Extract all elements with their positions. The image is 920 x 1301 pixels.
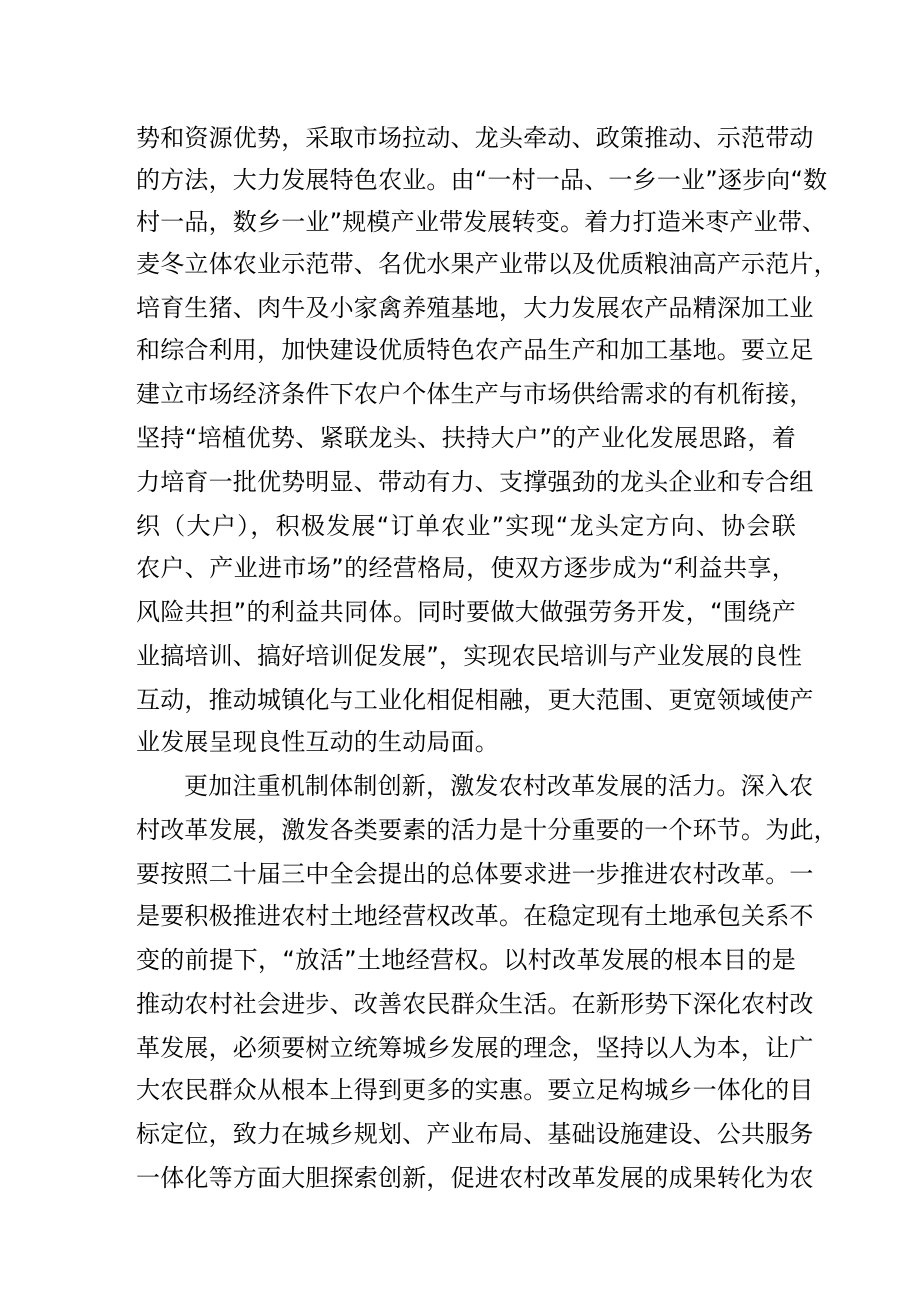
text-line-16: 更加注重机制体制创新，激发农村改革发展的活力。深入农 bbox=[184, 772, 814, 800]
text-line-11: 农户、产业进市场”的经营格局，使双方逐步成为“利益共享， bbox=[136, 554, 796, 582]
text-line-17: 村改革发展，激发各类要素的活力是十分重要的一个环节。为此， bbox=[136, 816, 838, 844]
text-line-15: 业发展呈现良性互动的生动局面。 bbox=[136, 728, 499, 756]
text-line-14: 互动，推动城镇化与工业化相促相融，更大范围、更宽领域使产 bbox=[136, 686, 814, 714]
text-line-8: 坚持“培植优势、紧联龙头、扶持大户”的产业化发展思路，着 bbox=[136, 424, 796, 452]
text-line-10: 织（大户），积极发展“订单农业”实现“龙头定方向、协会联 bbox=[136, 512, 796, 540]
text-line-3: 村一品，数乡一业”规模产业带发展转变。着力打造米枣产业带、 bbox=[136, 208, 827, 236]
text-line-25: 一体化等方面大胆探索创新，促进农村改革发展的成果转化为农 bbox=[136, 1164, 814, 1192]
text-line-4: 麦冬立体农业示范带、名优水果产业带以及优质粮油高产示范片， bbox=[136, 250, 838, 278]
text-line-2: 的方法，大力发展特色农业。由“一村一品、一乡一业”逐步向“数 bbox=[136, 166, 828, 194]
text-line-1: 势和资源优势，采取市场拉动、龙头牵动、政策推动、示范带动 bbox=[136, 124, 814, 152]
text-line-7: 建立市场经济条件下农户个体生产与市场供给需求的有机衔接， bbox=[136, 380, 814, 408]
text-line-22: 革发展，必须要树立统筹城乡发展的理念，坚持以人为本，让广 bbox=[136, 1034, 814, 1062]
text-line-24: 标定位，致力在城乡规划、产业布局、基础设施建设、公共服务 bbox=[136, 1120, 814, 1148]
text-line-20: 变的前提下，“放活”土地经营权。以村改革发展的根本目的是 bbox=[136, 946, 796, 974]
text-line-12: 风险共担”的利益共同体。同时要做大做强劳务开发，“围绕产 bbox=[136, 598, 796, 626]
text-line-21: 推动农村社会进步、改善农民群众生活。在新形势下深化农村改 bbox=[136, 990, 814, 1018]
text-line-6: 和综合利用，加快建设优质特色农产品生产和加工基地。要立足 bbox=[136, 336, 814, 364]
text-line-9: 力培育一批优势明显、带动有力、支撑强劲的龙头企业和专合组 bbox=[136, 468, 814, 496]
text-line-19: 是要积极推进农村土地经营权改革。在稳定现有土地承包关系不 bbox=[136, 902, 814, 930]
text-line-18: 要按照二十届三中全会提出的总体要求进一步推进农村改革。一 bbox=[136, 860, 814, 888]
text-line-13: 业搞培训、搞好培训促发展”，实现农民培训与产业发展的良性 bbox=[136, 642, 803, 670]
text-line-5: 培育生猪、肉牛及小家禽养殖基地，大力发展农产品精深加工业 bbox=[136, 294, 814, 322]
text-line-23: 大农民群众从根本上得到更多的实惠。要立足构城乡一体化的目 bbox=[136, 1076, 814, 1104]
